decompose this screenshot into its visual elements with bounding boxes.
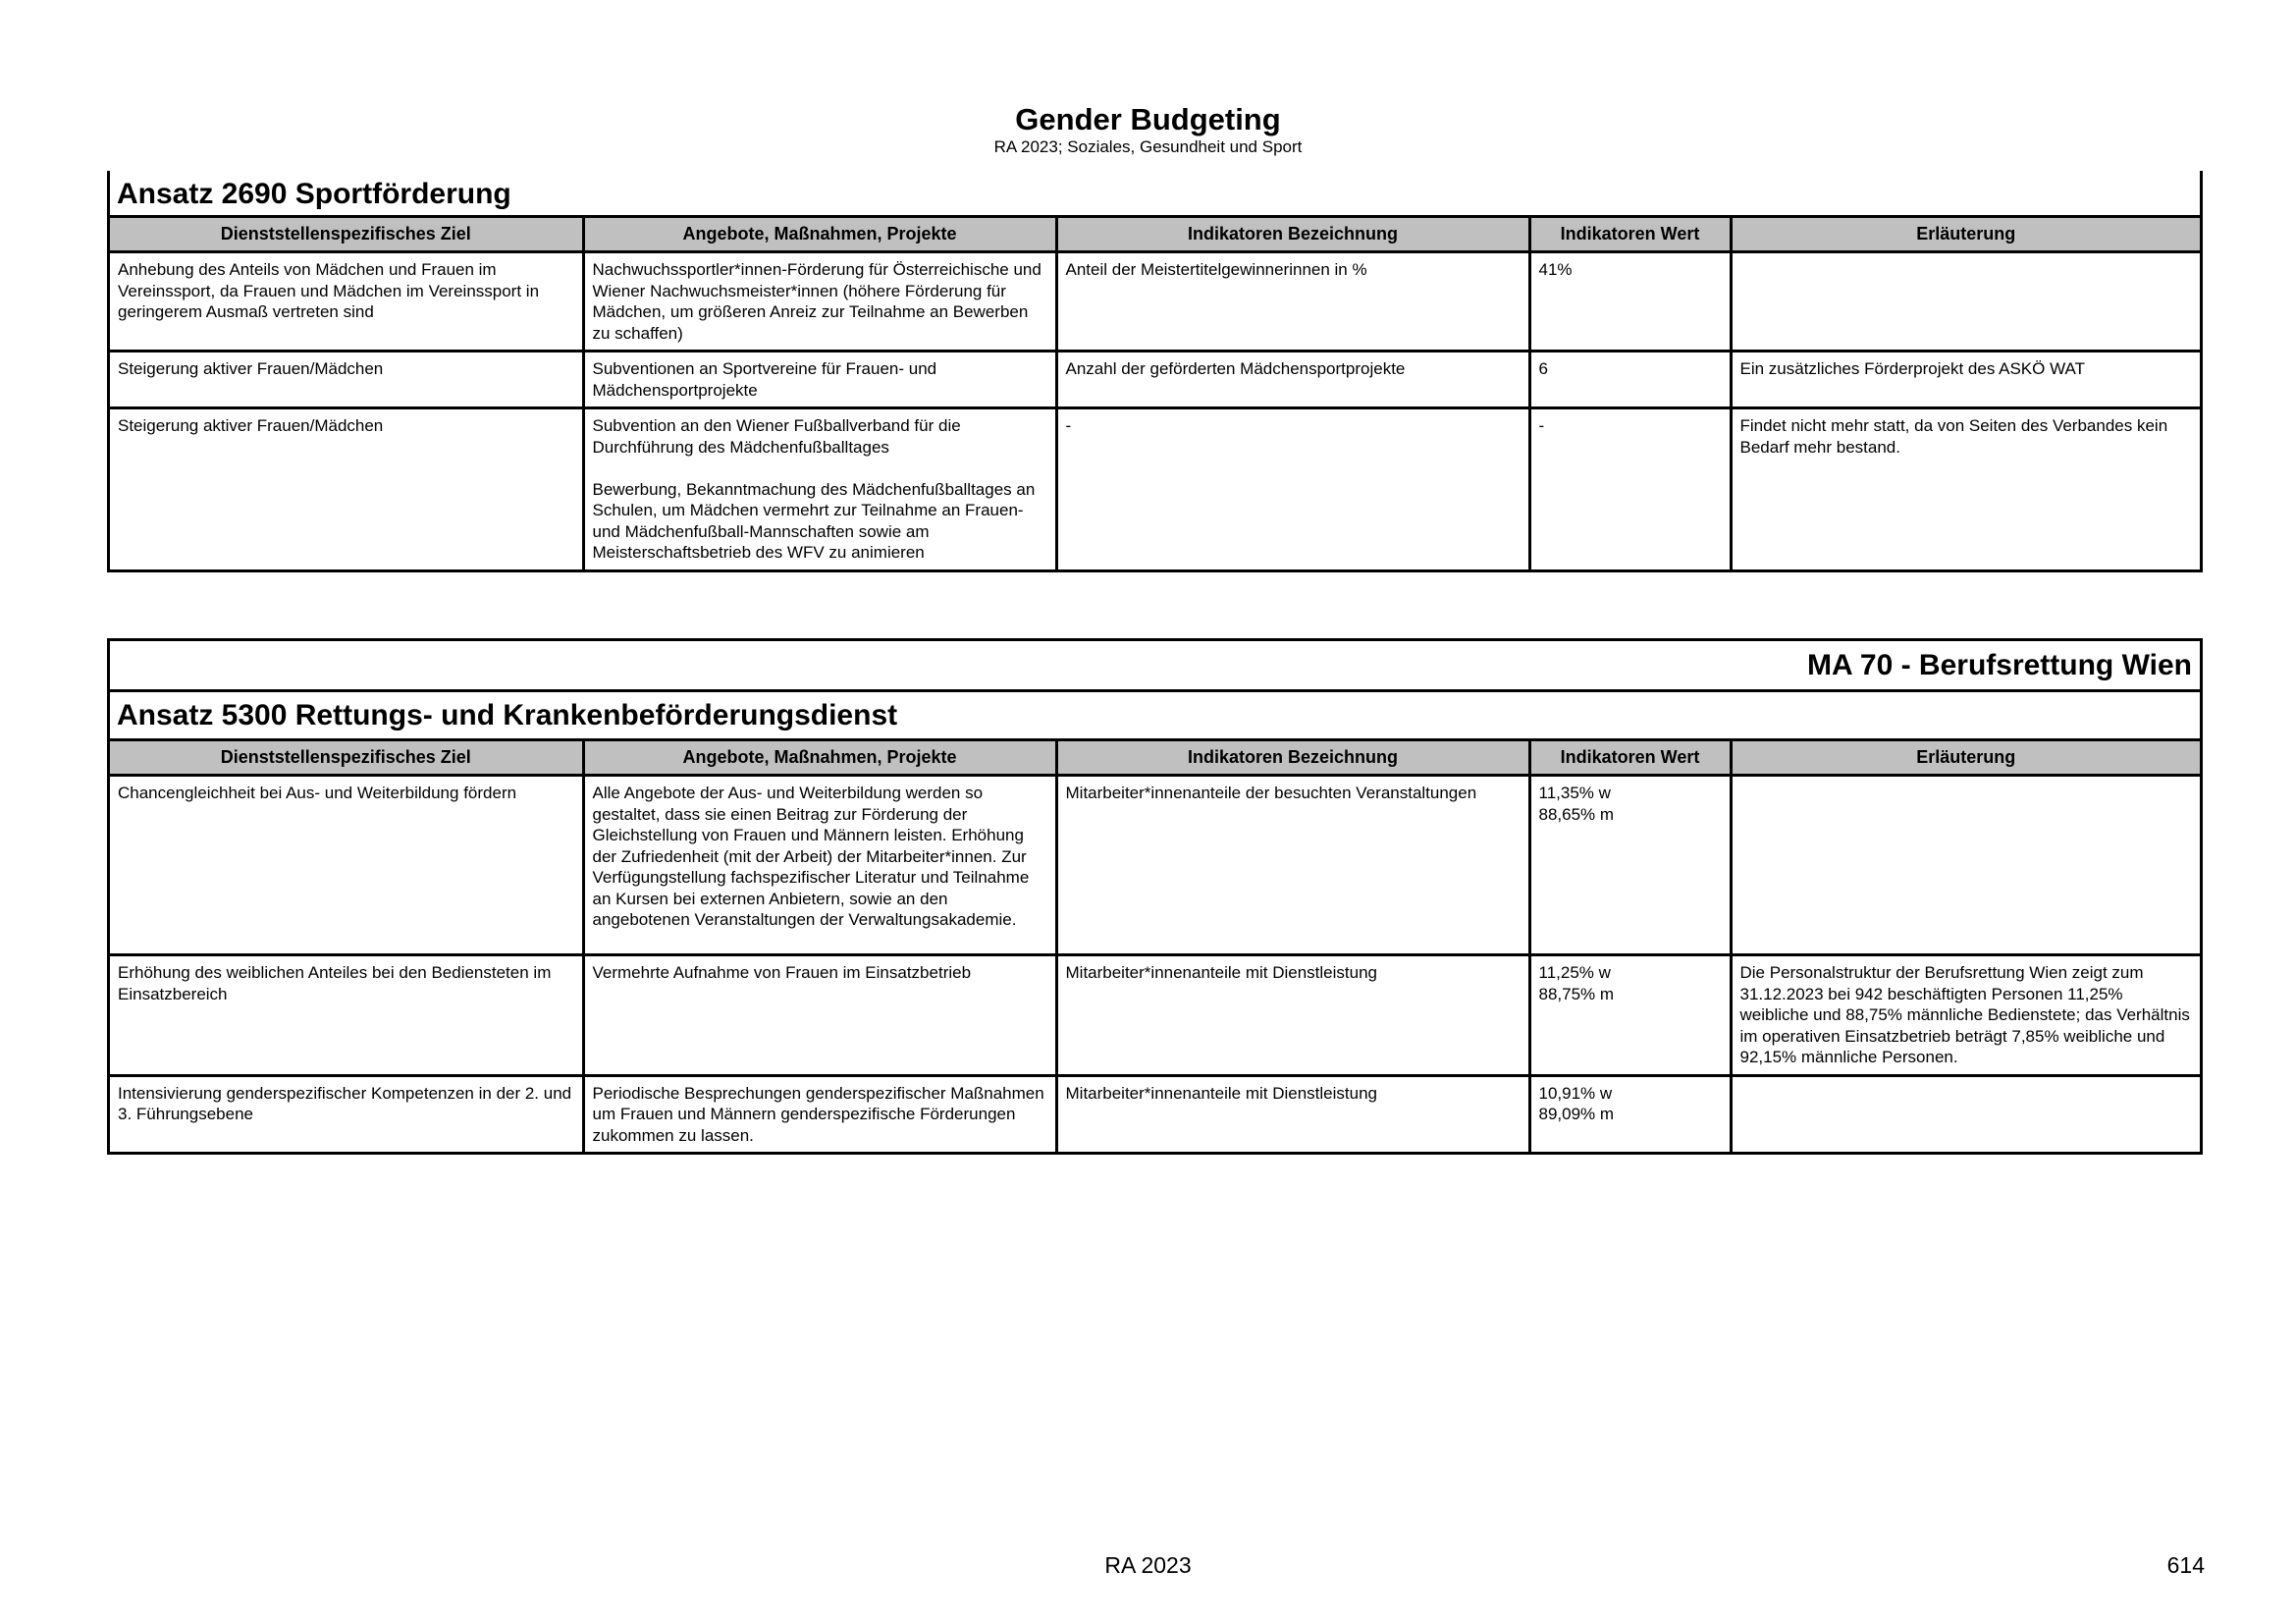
- page-subtitle: RA 2023; Soziales, Gesundheit und Sport: [993, 137, 1303, 156]
- cell-indikator: Anzahl der geförderten Mädchensportprojekte: [1056, 352, 1529, 408]
- gender-budget-table: [110, 218, 2200, 569]
- cell-erlaeuterung: [1731, 776, 2200, 955]
- column-header-erlaeuterung: Erläuterung: [1731, 218, 2200, 252]
- page-header: [0, 102, 2296, 157]
- cell-wert: -: [1529, 408, 1731, 569]
- footer-label: RA 2023: [1104, 1552, 1192, 1578]
- ansatz-title: Ansatz 5300 Rettungs- und Krankenbeförderungsdienst: [110, 692, 2200, 741]
- table-row: [110, 1075, 2200, 1152]
- cell-massnahmen: Nachwuchssportler*innen-Förderung für Österreichische und Wiener Nachwuchsmeister*innen (höhere Förderung für Mädchen, um größeren Anreiz zur Teilnahme an Bewerben zu schaffen): [583, 252, 1056, 352]
- cell-erlaeuterung: Die Personalstruktur der Berufsrettung Wien zeigt zum 31.12.2023 bei 942 beschäftigten Personen 11,25% weibliche und 88,75% männliche Bedienstete; das Verhältnis im operativen Einsatzbetrieb beträgt 7,85% weibliche und 92,15% männliche Personen.: [1731, 955, 2200, 1076]
- column-header-wert: Indikatoren Wert: [1529, 218, 1731, 252]
- table-header-row: [110, 218, 2200, 252]
- cell-erlaeuterung: Ein zusätzliches Förderprojekt des ASKÖ WAT: [1731, 352, 2200, 408]
- page-title: Gender Budgeting: [1015, 102, 1281, 136]
- gender-budget-table: [110, 741, 2200, 1152]
- cell-indikator: Anteil der Meistertitelgewinnerinnen in %: [1056, 252, 1529, 352]
- ansatz-title: Ansatz 2690 Sportförderung: [110, 171, 2200, 218]
- cell-massnahmen: Alle Angebote der Aus- und Weiterbildung werden so gestaltet, dass sie einen Beitrag zur Förderung der Gleichstellung von Frauen und Männern leisten. Erhöhung der Zufriedenheit (mit der Arbeit) der Mitarbeiter*innen. Zur Verfügungstellung fachspezifischer Literatur und Teilnahme an Kursen bei externen Anbietern, sowie an den angebotenen Veranstaltungen der Verwaltungsakademie.: [583, 776, 1056, 955]
- column-header-ziel: Dienststellenspezifisches Ziel: [110, 741, 583, 776]
- cell-indikator: -: [1056, 408, 1529, 569]
- cell-wert: 41%: [1529, 252, 1731, 352]
- section-berufsrettung: [107, 638, 2203, 1155]
- column-header-erlaeuterung: Erläuterung: [1731, 741, 2200, 776]
- cell-massnahmen: Periodische Besprechungen genderspezifischer Maßnahmen um Frauen und Männern genderspezifische Förderungen zukommen zu lassen.: [583, 1075, 1056, 1152]
- column-header-wert: Indikatoren Wert: [1529, 741, 1731, 776]
- cell-massnahmen: Vermehrte Aufnahme von Frauen im Einsatzbetrieb: [583, 955, 1056, 1076]
- column-header-ziel: Dienststellenspezifisches Ziel: [110, 218, 583, 252]
- table-row: [110, 955, 2200, 1076]
- cell-indikator: Mitarbeiter*innenanteile mit Dienstleistung: [1056, 955, 1529, 1076]
- page-number: 614: [2166, 1552, 2205, 1578]
- cell-erlaeuterung: [1731, 1075, 2200, 1152]
- cell-ziel: Intensivierung genderspezifischer Kompetenzen in der 2. und 3. Führungsebene: [110, 1075, 583, 1152]
- column-header-massnahmen: Angebote, Maßnahmen, Projekte: [583, 741, 1056, 776]
- cell-ziel: Anhebung des Anteils von Mädchen und Frauen im Vereinssport, da Frauen und Mädchen im Vereinssport in geringerem Ausmaß vertreten sind: [110, 252, 583, 352]
- column-header-massnahmen: Angebote, Maßnahmen, Projekte: [583, 218, 1056, 252]
- cell-massnahmen: Subvention an den Wiener Fußballverband für die Durchführung des Mädchenfußballtages Bewerbung, Bekanntmachung des Mädchenfußballtages an Schulen, um Mädchen vermehrt zur Teilnahme an Frauen- und Mädchenfußball-Mannschaften sowie am Meisterschaftsbetrieb des WFV zu animieren: [583, 408, 1056, 569]
- cell-ziel: Steigerung aktiver Frauen/Mädchen: [110, 352, 583, 408]
- section-sportfoerderung: [107, 171, 2203, 572]
- column-header-indikator: Indikatoren Bezeichnung: [1056, 741, 1529, 776]
- cell-ziel: Erhöhung des weiblichen Anteiles bei den Bediensteten im Einsatzbereich: [110, 955, 583, 1076]
- table-row: [110, 252, 2200, 352]
- table-row: [110, 352, 2200, 408]
- column-header-indikator: Indikatoren Bezeichnung: [1056, 218, 1529, 252]
- cell-indikator: Mitarbeiter*innenanteile mit Dienstleistung: [1056, 1075, 1529, 1152]
- cell-wert: 10,91% w 89,09% m: [1529, 1075, 1731, 1152]
- table-header-row: [110, 741, 2200, 776]
- table-row: [110, 776, 2200, 955]
- cell-wert: 11,25% w 88,75% m: [1529, 955, 1731, 1076]
- cell-wert: 11,35% w 88,65% m: [1529, 776, 1731, 955]
- department-title: MA 70 - Berufsrettung Wien: [110, 641, 2200, 692]
- cell-ziel: Chancengleichheit bei Aus- und Weiterbildung fördern: [110, 776, 583, 955]
- cell-wert: 6: [1529, 352, 1731, 408]
- cell-erlaeuterung: [1731, 252, 2200, 352]
- cell-erlaeuterung: Findet nicht mehr statt, da von Seiten des Verbandes kein Bedarf mehr bestand.: [1739, 416, 2168, 457]
- cell-ziel: Steigerung aktiver Frauen/Mädchen: [110, 408, 583, 569]
- table-row: [110, 408, 2200, 569]
- cell-massnahmen: Subventionen an Sportvereine für Frauen- und Mädchensportprojekte: [583, 352, 1056, 408]
- cell-indikator: Mitarbeiter*innenanteile der besuchten Veranstaltungen: [1056, 776, 1529, 955]
